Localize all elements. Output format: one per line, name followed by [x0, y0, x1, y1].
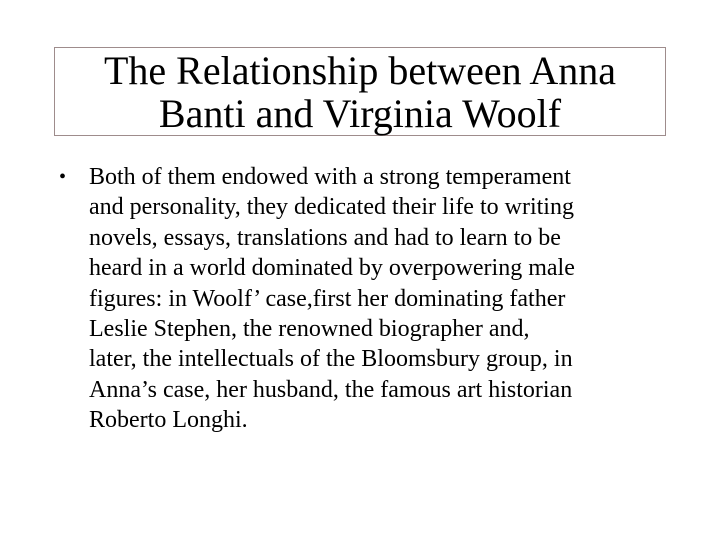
bullet-text-line: Anna’s case, her husband, the famous art historian: [89, 376, 573, 403]
slide-title-line-1: The Relationship between Anna: [103, 47, 617, 93]
bullet-text-line: figures: in Woolf’ case,first her dominating father: [89, 285, 566, 312]
bullet-text-line: novels, essays, translations and had to learn to be: [89, 224, 561, 251]
bullet-text-line: and personality, they dedicated their life to writing: [89, 194, 574, 221]
bullet-text-line: Both of them endowed with a strong temperament: [89, 164, 571, 190]
slide-title-line-2: Banti and Virginia Woolf: [158, 90, 562, 136]
bullet-text-line: heard in a world dominated by overpowering male: [89, 255, 575, 282]
bullet-icon: •: [59, 166, 67, 188]
slide-title: [54, 47, 666, 136]
bullet-item: [56, 162, 666, 436]
bullet-text-line: Leslie Stephen, the renowned biographer and,: [89, 316, 530, 343]
bullet-text-line: Roberto Longhi.: [89, 407, 248, 434]
bullet-text-line: later, the intellectuals of the Bloomsbury group, in: [89, 346, 573, 373]
bullet-list: [56, 162, 666, 436]
